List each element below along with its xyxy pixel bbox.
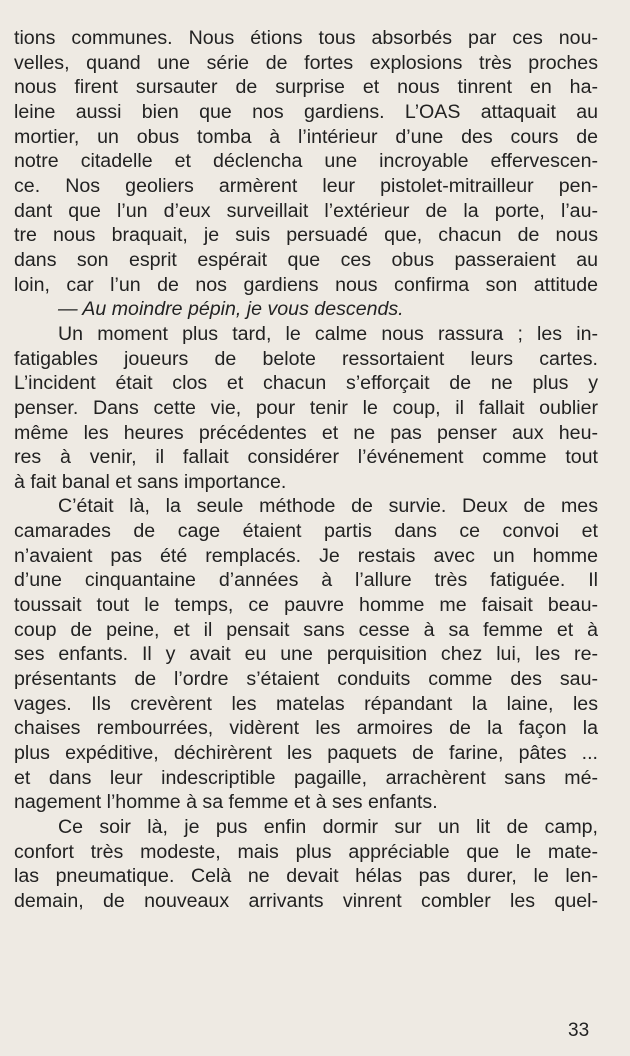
text-line: plus expéditive, déchirèrent les paquets de farine, pâtes ... [14, 742, 598, 765]
text-line: dant que l’un d’eux surveillait l’extérieur de la porte, l’au- [14, 199, 598, 222]
dialogue-paragraph [14, 297, 598, 322]
page-number: 33 [568, 1020, 590, 1041]
text-line: nagement l’homme à sa femme et à ses enfants. [14, 791, 438, 814]
text-line: ce. Nos geoliers armèrent leur pistolet-mitrailleur pen- [14, 174, 598, 197]
text-line: penser. Dans cette vie, pour tenir le coup, il fallait oublier [14, 396, 598, 419]
text-line: res à venir, il fallait considérer l’événement comme tout [14, 446, 598, 469]
text-line: las pneumatique. Celà ne devait hélas pas durer, le len- [14, 865, 598, 888]
text-line: nous firent sursauter de surprise et nous tinrent en ha- [14, 76, 598, 99]
text-line: Un moment plus tard, le calme nous rassura ; les in- [58, 322, 598, 345]
text-line: fatigables joueurs de belote ressortaient leurs cartes. [14, 347, 598, 370]
text-line: demain, de nouveaux arrivants vinrent combler les quel- [14, 889, 598, 912]
text-line: velles, quand une série de fortes explosions très proches [14, 51, 598, 74]
text-line: ses enfants. Il y avait eu une perquisition chez lui, les re- [14, 643, 598, 666]
text-line: d’une cinquantaine d’années à l’allure très fatiguée. Il [14, 569, 598, 592]
text-line: présentants de l’ordre s’étaient conduits comme des sau- [14, 668, 598, 691]
text-line: L’incident était clos et chacun s’efforçait de ne plus y [14, 372, 598, 395]
paragraph-4 [14, 494, 598, 815]
text-line: tre nous braquait, je suis persuadé que, chacun de nous [14, 224, 598, 247]
text-line: vages. Ils crevèrent les matelas répandant la laine, les [14, 692, 598, 715]
text-line: leine aussi bien que nos gardiens. L’OAS attaquait au [14, 100, 598, 123]
text-line: C’était là, la seule méthode de survie. Deux de mes [58, 495, 598, 518]
text-line: dans son esprit espérait que ces obus passeraient au [14, 248, 598, 271]
text-line: notre citadelle et déclencha une incroyable effervescen- [14, 150, 598, 173]
text-line: confort très modeste, mais plus appréciable que le mate- [14, 840, 598, 863]
text-line: coup de peine, et il pensait sans cesse à sa femme et à [14, 618, 598, 641]
text-line: même les heures précédentes et ne pas penser aux heu- [14, 421, 598, 444]
text-line: toussait tout le temps, ce pauvre homme me faisait beau- [14, 594, 598, 617]
text-line: n’avaient pas été remplacés. Je restais avec un homme [14, 544, 598, 567]
page-body [14, 26, 598, 914]
text-line: — Au moindre pépin, je vous descends. [58, 298, 404, 321]
text-line: chaises rembourrées, vidèrent les armoires de la façon la [14, 717, 598, 740]
text-line: loin, car l’un de nos gardiens nous confirma son attitude [14, 273, 598, 296]
text-line: camarades de cage étaient partis dans ce convoi et [14, 520, 598, 543]
text-line: et dans leur indescriptible pagaille, arrachèrent sans mé- [14, 766, 598, 789]
paragraph-5 [14, 815, 598, 914]
text-line: mortier, un obus tomba à l’intérieur d’une des cours de [14, 125, 598, 148]
text-line: Ce soir là, je pus enfin dormir sur un lit de camp, [58, 816, 598, 838]
paragraph-3 [14, 322, 598, 495]
paragraph-1 [14, 26, 598, 297]
text-line: à fait banal et sans importance. [14, 470, 287, 493]
text-line: tions communes. Nous étions tous absorbés par ces nou- [14, 27, 598, 49]
